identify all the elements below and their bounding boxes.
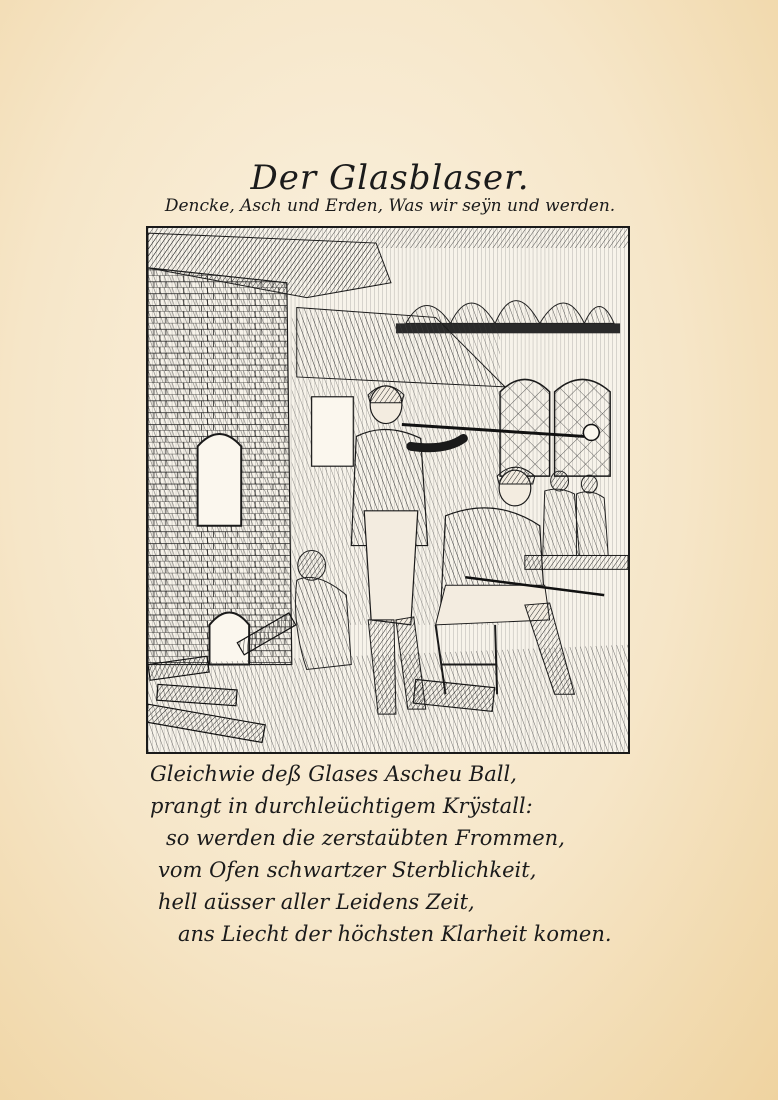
engraving-illustration: [146, 226, 630, 754]
verse-line: ans Liecht der höchsten Klarheit komen.: [178, 922, 612, 946]
motto-line: Dencke, Asch und Erden, Was wir seÿn und werden.: [164, 196, 616, 216]
verse-line: vom Ofen schwartzer Sterblichkeit,: [158, 858, 537, 882]
verse-line: so werden die zerstaübten Frommen,: [166, 826, 565, 850]
verse-line: hell aüsser aller Leidens Zeit,: [158, 890, 475, 914]
verse-block: [150, 758, 640, 950]
page-title: Der Glasblaser.: [250, 158, 530, 198]
verse-line: Gleichwie deß Glases Ascheu Ball,: [150, 762, 517, 786]
verse-line: prangt in durchleüchtigem Krÿstall:: [150, 794, 533, 818]
glassblower-workshop-engraving: [148, 228, 628, 752]
